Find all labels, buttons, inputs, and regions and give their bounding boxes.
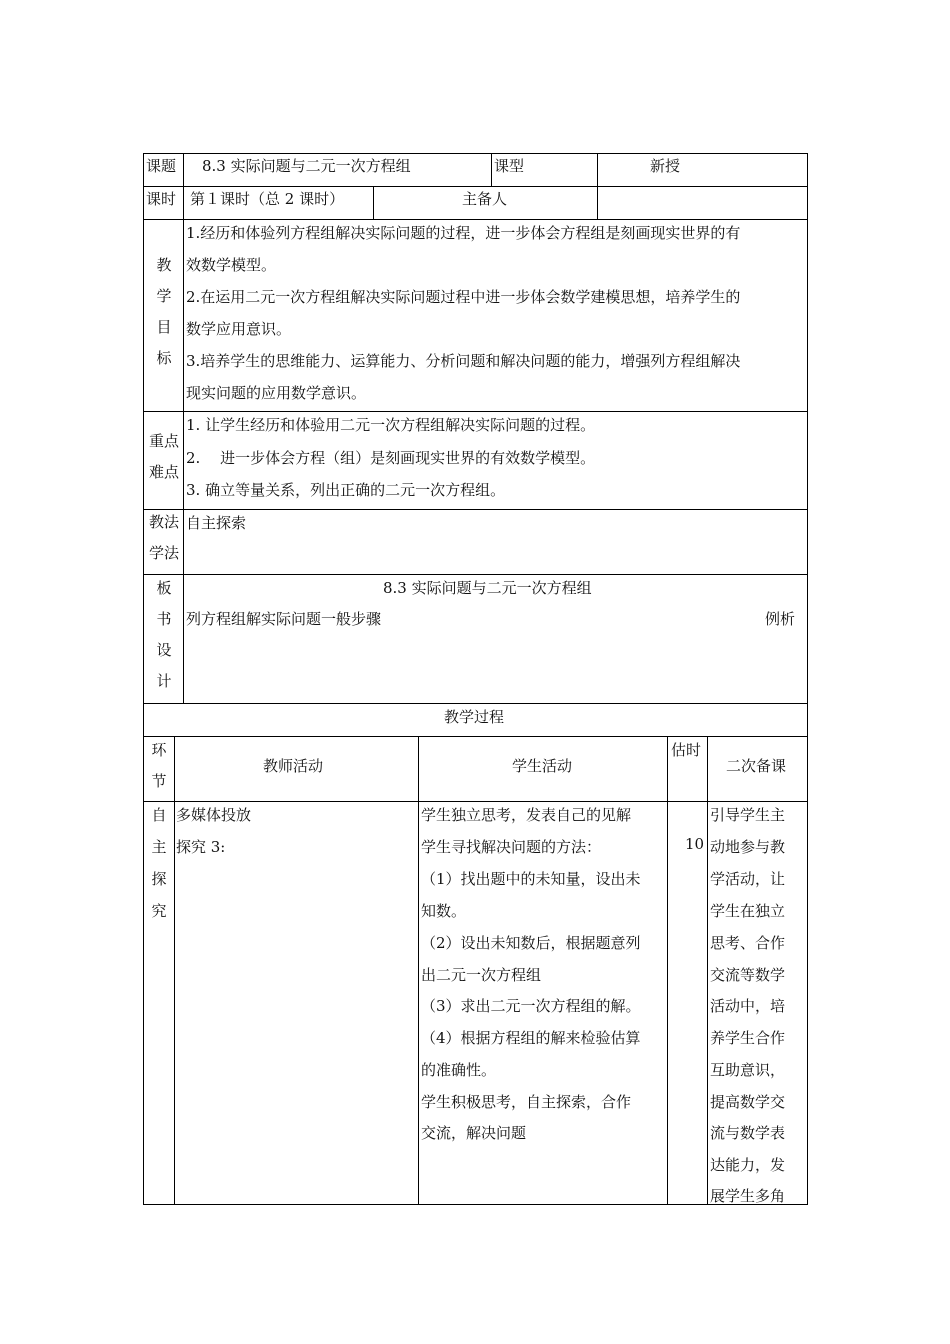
second-prep-line: 学活动，让 bbox=[710, 870, 786, 888]
stage-char: 自 bbox=[151, 806, 167, 824]
row-divider bbox=[143, 736, 808, 737]
lesson-type-value: 新授 bbox=[650, 157, 681, 175]
col-divider bbox=[597, 153, 598, 219]
student-activity-line: 学生独立思考，发表自己的见解 bbox=[421, 806, 632, 824]
process-title: 教学过程 bbox=[444, 708, 505, 726]
col-divider bbox=[373, 186, 374, 219]
second-prep-line: 思考、合作 bbox=[710, 934, 786, 952]
period-value: 第１课时（总 2 课时） bbox=[190, 190, 345, 208]
student-activity-line: 知数。 bbox=[421, 902, 467, 920]
col-divider bbox=[418, 736, 419, 1205]
col-divider bbox=[667, 736, 668, 1205]
time-estimate-value: 10 bbox=[685, 835, 705, 853]
key-point-line: 2. 进一步体会方程（组）是刻画现实世界的有效数学模型。 bbox=[186, 449, 596, 467]
board-label-char: 板 bbox=[156, 579, 172, 597]
topic-value: 8.3 实际问题与二元一次方程组 bbox=[202, 157, 411, 175]
preparer-label: 主备人 bbox=[462, 190, 508, 208]
board-left-text: 列方程组解实际问题一般步骤 bbox=[186, 610, 382, 628]
objectives-label-char: 学 bbox=[156, 287, 172, 305]
objective-line: 1.经历和体验列方程组解决实际问题的过程，进一步体会方程组是刻画现实世界的有 bbox=[186, 224, 741, 242]
method-label bbox=[146, 507, 182, 569]
objectives-label-char: 目 bbox=[156, 318, 172, 336]
second-prep-line: 活动中，培 bbox=[710, 997, 786, 1015]
second-prep-line: 引导学生主 bbox=[710, 806, 786, 824]
second-prep-line: 互助意识， bbox=[710, 1061, 786, 1079]
objective-line: 数学应用意识。 bbox=[186, 320, 292, 338]
key-points-label-line: 重点 bbox=[148, 432, 179, 450]
col-divider bbox=[174, 736, 175, 1205]
student-activity-line: 交流，解决问题 bbox=[421, 1124, 527, 1142]
student-activity-line: 学生寻找解决问题的方法： bbox=[421, 838, 602, 856]
second-prep-line: 提高数学交 bbox=[710, 1093, 786, 1111]
objectives-label-char: 标 bbox=[156, 349, 172, 367]
stage-header-char: 环 bbox=[151, 741, 167, 759]
student-activity-line: 的准确性。 bbox=[421, 1061, 497, 1079]
stage-char: 探 bbox=[151, 870, 167, 888]
stage-header-char: 节 bbox=[151, 772, 167, 790]
second-prep-header: 二次备课 bbox=[726, 757, 787, 775]
teacher-activity-line: 探究 3: bbox=[176, 838, 226, 856]
second-prep-line: 展学生多角 bbox=[710, 1187, 786, 1205]
objective-line: 效数学模型。 bbox=[186, 256, 277, 274]
method-label-line: 教法 bbox=[148, 513, 179, 531]
board-title: 8.3 实际问题与二元一次方程组 bbox=[383, 579, 592, 597]
teacher-activity-header: 教师活动 bbox=[263, 757, 324, 775]
objective-line: 2.在运用二元一次方程组解决实际问题过程中进一步体会数学建模思想，培养学生的 bbox=[186, 288, 741, 306]
board-label bbox=[148, 573, 180, 697]
teacher-activity-line: 多媒体投放 bbox=[176, 806, 252, 824]
col-divider bbox=[491, 153, 492, 186]
objectives-label bbox=[148, 250, 180, 374]
col-divider bbox=[183, 153, 184, 703]
second-prep-line: 学生在独立 bbox=[710, 902, 786, 920]
board-label-char: 书 bbox=[156, 610, 172, 628]
key-point-line: 3. 确立等量关系，列出正确的二元一次方程组。 bbox=[186, 481, 506, 499]
time-estimate-header: 估时 bbox=[671, 741, 702, 759]
stage-char: 究 bbox=[151, 902, 167, 920]
key-point-line: 1. 让学生经历和体验用二元一次方程组解决实际问题的过程。 bbox=[186, 416, 596, 434]
col-divider bbox=[707, 736, 708, 1205]
student-activity-line: 学生积极思考，自主探索，合作 bbox=[421, 1093, 632, 1111]
student-activity-header: 学生活动 bbox=[512, 757, 573, 775]
student-activity-line: 出二元一次方程组 bbox=[421, 966, 542, 984]
student-activity-line: （1）找出题中的未知量，设出未 bbox=[421, 870, 641, 888]
second-prep-line: 动地参与教 bbox=[710, 838, 786, 856]
lesson-type-label: 课型 bbox=[494, 157, 525, 175]
objective-line: 3.培养学生的思维能力、运算能力、分析问题和解决问题的能力，增强列方程组解决 bbox=[186, 352, 741, 370]
second-prep-line: 流与数学表 bbox=[710, 1124, 786, 1142]
student-activity-line: （4）根据方程组的解来检验估算 bbox=[421, 1029, 641, 1047]
objectives-label-char: 教 bbox=[156, 256, 172, 274]
second-prep-line: 交流等数学 bbox=[710, 966, 786, 984]
board-label-char: 设 bbox=[156, 641, 172, 659]
stage-header bbox=[146, 735, 172, 797]
method-label-line: 学法 bbox=[148, 544, 179, 562]
topic-label: 课题 bbox=[146, 157, 177, 175]
second-prep-line: 养学生合作 bbox=[710, 1029, 786, 1047]
stage-char: 主 bbox=[151, 838, 167, 856]
board-label-char: 计 bbox=[156, 672, 172, 690]
key-points-label-line: 难点 bbox=[148, 463, 179, 481]
period-label: 课时 bbox=[146, 190, 177, 208]
method-value: 自主探索 bbox=[186, 514, 247, 532]
second-prep-line: 达能力，发 bbox=[710, 1156, 786, 1174]
student-activity-line: （3）求出二元一次方程组的解。 bbox=[421, 997, 641, 1015]
board-right-text: 例析 bbox=[765, 610, 796, 628]
student-activity-line: （2）设出未知数后，根据题意列 bbox=[421, 934, 641, 952]
stage-cell bbox=[146, 799, 172, 927]
key-points-label bbox=[146, 426, 182, 488]
objective-line: 现实问题的应用数学意识。 bbox=[186, 384, 367, 402]
